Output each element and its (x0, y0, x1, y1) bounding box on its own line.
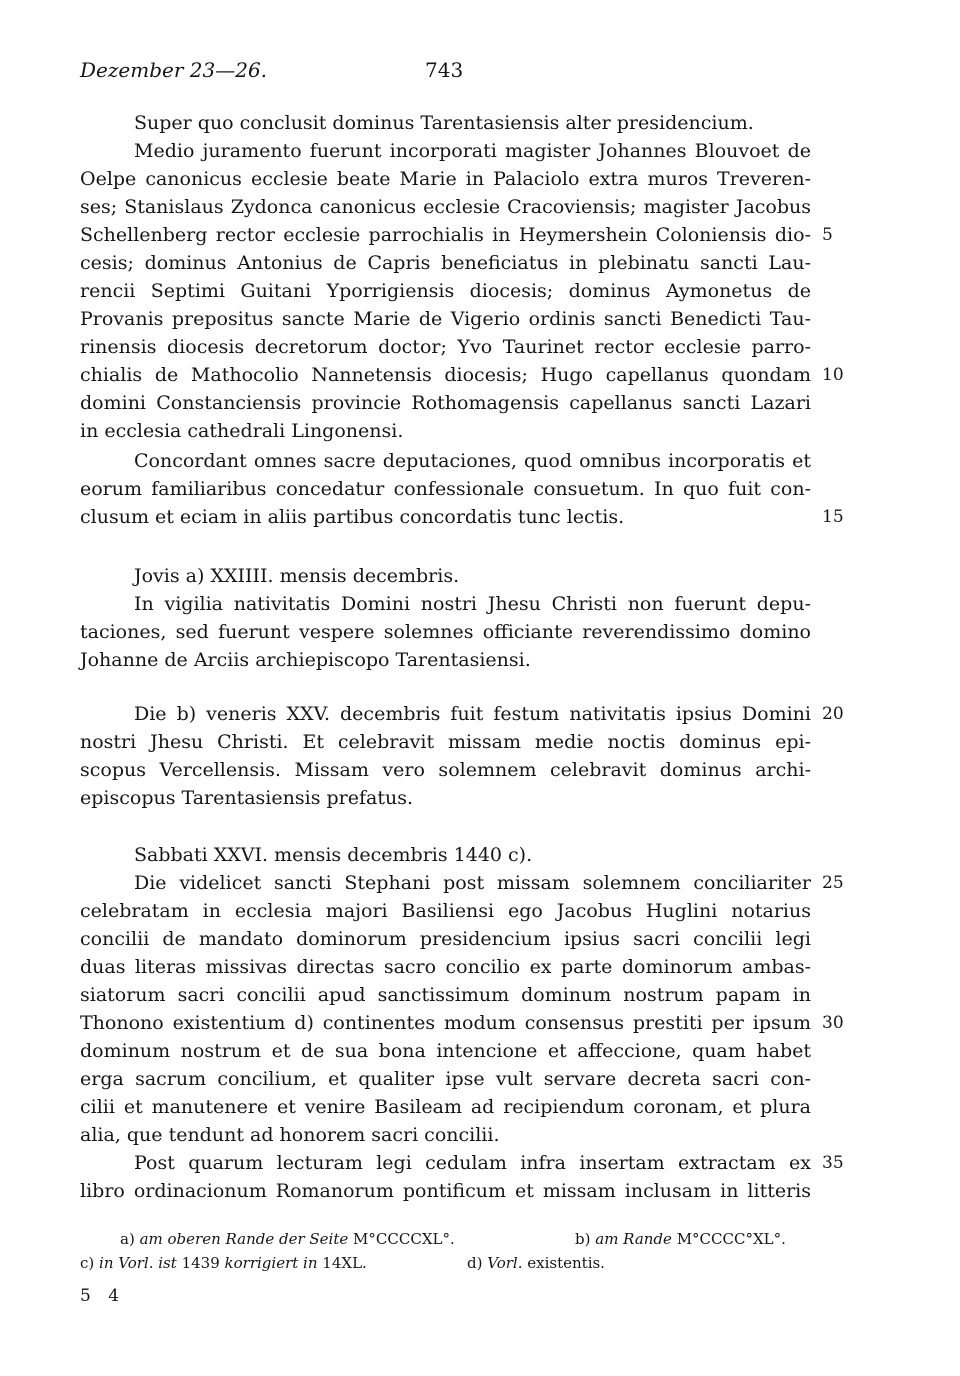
text-line: nostri Jhesu Christi. Et celebravit missam medie noctis dominus epi- (80, 731, 811, 753)
day-heading: Sabbati XXVI. mensis decembris 1440 c). (134, 844, 533, 866)
day-heading: Jovis a) XXIIII. mensis decembris. (134, 565, 460, 587)
footnote-mark: c) (80, 1254, 95, 1272)
text-line: scopus Vercellensis. Missam vero solemnem celebravit dominus archi- (80, 759, 811, 781)
text-line: taciones, sed fuerunt vespere solemnes officiante reverendissimo domino (80, 621, 811, 643)
footnote-text: am Rande (595, 1230, 672, 1248)
running-title: Dezember 23—26. (80, 58, 268, 82)
text-line: Thonono existentium d) continentes modum consensus prestiti per ipsum (80, 1012, 811, 1034)
footnote-text: korrigiert in (224, 1254, 318, 1272)
text-line: Schellenberg rector ecclesie parrochialis in Heymershein Coloniensis dio- (80, 224, 811, 246)
footnote-c (80, 1252, 367, 1274)
text-line: Super quo conclusit dominus Tarentasiensis alter presidencium. (134, 112, 754, 134)
line-number: 25 (822, 873, 844, 893)
text-line: siatorum sacri concilii apud sanctissimum dominum nostrum papam in (80, 984, 811, 1006)
printer-signature: 5 4 (80, 1286, 126, 1306)
text-line: rencii Septimi Guitani Yporrigiensis diocesis; dominus Aymonetus de (80, 280, 811, 302)
text-line: Provanis prepositus sancte Marie de Vigerio ordinis sancti Benedicti Tau- (80, 308, 811, 330)
text-line: erga sacrum concilium, et qualiter ipse vult servare decreta sacri con- (80, 1068, 811, 1090)
line-number: 30 (822, 1013, 844, 1033)
text-line: concilii de mandato dominorum presidencium ipsius sacri concilii legi (80, 928, 811, 950)
text-line: in ecclesia cathedrali Lingonensi. (80, 420, 404, 442)
text-line: clusum et eciam in aliis partibus concordatis tunc lectis. (80, 506, 625, 528)
text-line: ses; Stanislaus Zydonca canonicus ecclesie Cracoviensis; magister Jacobus (80, 196, 811, 218)
text-line: domini Constanciensis provincie Rothomagensis capellanus sancti Lazari (80, 392, 811, 414)
footnote-value: existentis. (527, 1254, 605, 1272)
text-line: alia, que tendunt ad honorem sacri concilii. (80, 1124, 500, 1146)
line-number: 15 (822, 507, 844, 527)
text-line: episcopus Tarentasiensis prefatus. (80, 787, 413, 809)
text-line: Johanne de Arciis archiepiscopo Tarentasiensi. (80, 649, 531, 671)
text-line: dominum nostrum et de sua bona intencione et affeccione, quam habet (80, 1040, 811, 1062)
line-number: 5 (822, 225, 833, 245)
line-number: 35 (822, 1153, 844, 1173)
footnote-a (120, 1228, 455, 1250)
footnote-value: M°CCCC°XL°. (676, 1230, 786, 1248)
text-line: Concordant omnes sacre deputaciones, quod omnibus incorporatis et (134, 450, 811, 472)
footnote-text: in Vorl. ist (99, 1254, 177, 1272)
footnote-value: M°CCCCXL°. (353, 1230, 455, 1248)
footnote-mark: a) (120, 1230, 135, 1248)
footnote-d (467, 1252, 605, 1274)
line-number: 20 (822, 704, 844, 724)
text-line: libro ordinacionum Romanorum pontificum et missam inclusam in litteris (80, 1180, 811, 1202)
text-line: duas literas missivas directas sacro concilio ex parte dominorum ambas- (80, 956, 811, 978)
text-line: cesis; dominus Antonius de Capris beneficiatus in plebinatu sancti Lau- (80, 252, 811, 274)
line-number: 10 (822, 365, 844, 385)
footnote-text: Vorl. (487, 1254, 523, 1272)
text-line: Medio juramento fuerunt incorporati magister Johannes Blouvoet de (134, 140, 811, 162)
text-line: Oelpe canonicus ecclesie beate Marie in Palaciolo extra muros Treveren- (80, 168, 811, 190)
footnote-value: 14XL. (322, 1254, 367, 1272)
text-line: Post quarum lecturam legi cedulam infra insertam extractam ex (134, 1152, 811, 1174)
text-line: celebratam in ecclesia majori Basiliensi ego Jacobus Huglini notarius (80, 900, 811, 922)
page-number: 743 (425, 58, 464, 82)
text-line: cilii et manutenere et venire Basileam ad recipiendum coronam, et plura (80, 1096, 811, 1118)
footnote-text: am oberen Rande der Seite (139, 1230, 349, 1248)
text-line: chialis de Mathocolio Nannetensis diocesis; Hugo capellanus quondam (80, 364, 811, 386)
text-line: In vigilia nativitatis Domini nostri Jhesu Christi non fuerunt depu- (134, 593, 811, 615)
footnote-value: 1439 (181, 1254, 220, 1272)
text-line: rinensis diocesis decretorum doctor; Yvo Taurinet rector ecclesie parro- (80, 336, 811, 358)
text-line: Die b) veneris XXV. decembris fuit festum nativitatis ipsius Domini (134, 703, 811, 725)
text-line: eorum familiaribus concedatur confessionale consuetum. In quo fuit con- (80, 478, 811, 500)
text-line: Die videlicet sancti Stephani post missam solemnem conciliariter (134, 872, 811, 894)
footnote-mark: d) (467, 1254, 483, 1272)
footnote-mark: b) (575, 1230, 591, 1248)
footnote-b (575, 1228, 786, 1250)
